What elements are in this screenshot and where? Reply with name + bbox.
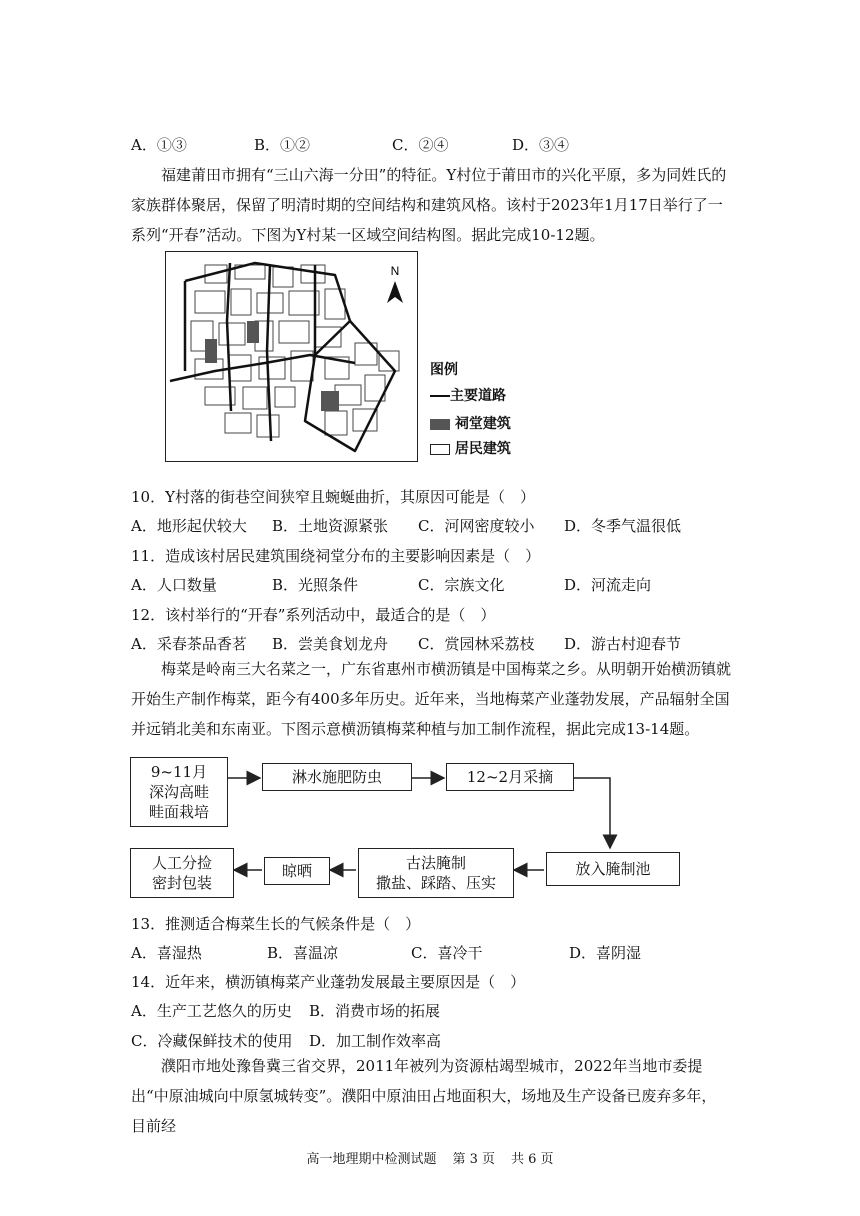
footer-title: 高一地理期中检测试题 (306, 1152, 437, 1167)
page-footer (0, 1148, 860, 1167)
option-d: D．游古村迎春节 (564, 635, 682, 653)
question-14: 14．近年来，横沥镇梅菜产业蓬勃发展最主要原因是（ ） (131, 973, 526, 991)
option-a: A．地形起伏较大 (131, 517, 247, 535)
temple-swatch (430, 419, 450, 430)
village-map (165, 251, 418, 462)
q11-options (131, 575, 651, 595)
option-b: B．土地资源紧张 (272, 517, 389, 535)
q14-options-row2 (131, 1031, 441, 1051)
option-a: A．①③ (131, 136, 187, 154)
option-c: C．冷藏保鲜技术的使用 (131, 1032, 293, 1050)
question-10: 10．Y村落的街巷空间狭窄且蜿蜒曲折，其原因可能是（ ） (131, 488, 535, 506)
intro-puyang: 濮阳市地处豫鲁冀三省交界，2011年被列为资源枯竭型城市，2022年当地市委提出“中原油城向中原氢城转变”。濮阳中原油田占地面积大，场地及生产设备已废弃多年，目前经 (131, 1057, 717, 1135)
option-c: C．喜冷干 (411, 944, 483, 962)
option-c: C．河网密度较小 (418, 517, 535, 535)
step-packing-line2: 密封包装 (151, 874, 212, 892)
step-planting-line3: 畦面栽培 (148, 803, 209, 821)
q12-options (131, 634, 681, 654)
step-planting (130, 757, 228, 827)
question-12: 12．该村举行的“开春”系列活动中，最适合的是（ ） (131, 606, 496, 624)
legend-temple (430, 413, 511, 433)
step-planting-line2: 深沟高畦 (148, 783, 209, 801)
option-b: B．光照条件 (272, 576, 359, 594)
legend-title: 图例 (430, 362, 458, 378)
option-c: C．宗族文化 (418, 576, 505, 594)
step-pickling-line2: 撒盐、踩踏、压实 (375, 874, 496, 892)
option-a: A．生产工艺悠久的历史 (131, 1002, 292, 1020)
legend-home (430, 438, 511, 458)
intro-meicai: 梅菜是岭南三大名菜之一，广东省惠州市横沥镇是中国梅菜之乡。从明朝开始横沥镇就开始生产制作梅菜，距今有400多年历史。近年来，当地梅菜产业蓬勃发展，产品辐射全国并远销北美和东南亚。下图示意横沥镇梅菜种植与加工制作流程，据此完成13-14题。 (131, 660, 732, 738)
option-c: C．②④ (392, 136, 449, 154)
step-watering: 淋水施肥防虫 (262, 763, 412, 791)
q10-options (131, 516, 681, 536)
option-b: B．尝美食划龙舟 (272, 635, 389, 653)
home-swatch (430, 444, 450, 455)
legend-road-label: 主要道路 (450, 388, 506, 404)
map-figure (165, 251, 418, 462)
option-d: D．③④ (512, 136, 570, 154)
road-swatch (430, 395, 450, 397)
question-11: 11．造成该村居民建筑围绕祠堂分布的主要影响因素是（ ） (131, 547, 541, 565)
option-a: A．喜湿热 (131, 944, 202, 962)
step-packing (130, 848, 234, 898)
option-a: A．人口数量 (131, 576, 217, 594)
step-planting-line1: 9~11月 (150, 763, 208, 781)
meicai-flowchart (128, 752, 718, 902)
option-b: B．消费市场的拓展 (309, 1002, 441, 1020)
footer-page: 第 3 页 (452, 1152, 495, 1167)
q14-options-row1 (131, 1001, 440, 1021)
option-d: D．河流走向 (564, 576, 652, 594)
step-drying: 晾晒 (264, 857, 330, 885)
step-harvest: 12~2月采摘 (446, 763, 574, 791)
step-pickling-line1: 古法腌制 (405, 854, 466, 872)
q13-options (131, 943, 641, 963)
legend-home-label: 居民建筑 (454, 441, 511, 457)
step-packing-line1: 人工分捡 (151, 854, 212, 872)
step-traditional-pickling (358, 848, 514, 898)
option-d: D．喜阴湿 (569, 944, 642, 962)
option-d: D．冬季气温很低 (564, 517, 682, 535)
option-b: B．喜温凉 (267, 944, 339, 962)
question-13: 13．推测适合梅菜生长的气候条件是（ ） (131, 915, 421, 933)
option-c: C．赏园林采荔枝 (418, 635, 535, 653)
option-a: A．采春茶品香茗 (131, 635, 247, 653)
legend-temple-label: 祠堂建筑 (454, 416, 511, 432)
footer-total: 共 6 页 (511, 1152, 554, 1167)
option-d: D．加工制作效率高 (309, 1032, 442, 1050)
north-label: N (390, 264, 400, 278)
q9-options (131, 135, 569, 155)
intro-putian: 福建莆田市拥有“三山六海一分田”的特征。Y村位于莆田市的兴化平原，多为同姓氏的家族群体聚居，保留了明清时期的空间结构和建筑风格。该村于2023年1月17日举行了一系列“开春”活动。下图为Y村某一区域空间结构图。据此完成10-12题。 (131, 166, 727, 244)
step-pickling-pool: 放入腌制池 (546, 852, 680, 886)
legend-road (430, 385, 506, 405)
option-b: B．①② (254, 136, 311, 154)
